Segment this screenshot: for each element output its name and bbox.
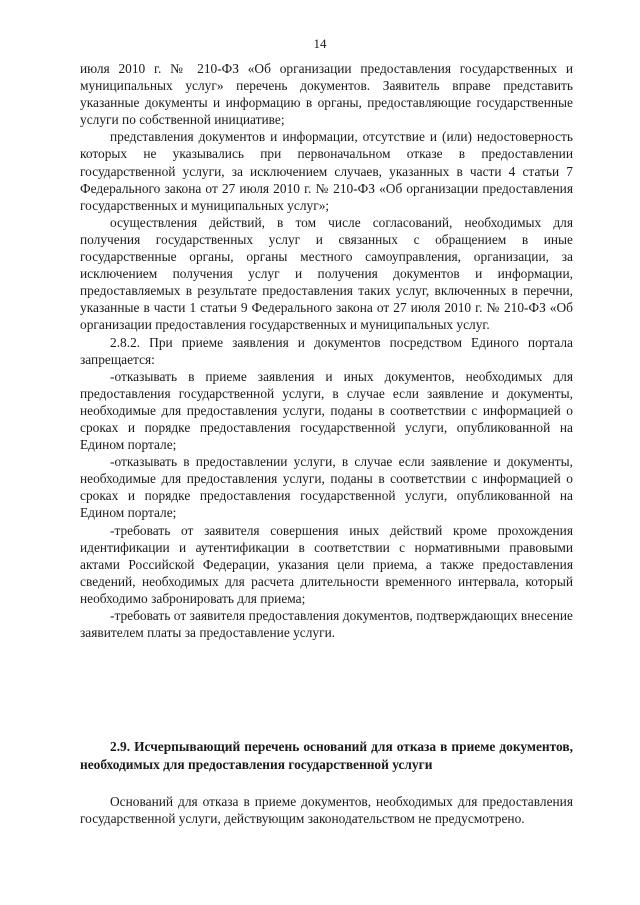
section-heading (80, 738, 573, 773)
page-number: 14 (313, 36, 327, 51)
paragraph: представления документов и информации, отсутствие и (или) недостоверность которых не указывались при первоначальном отказе в предоставлении государственной услуги, за исключением случаев, указанных в части 4 статьи 7 Федерального закона от 27 июля 2010 г. № 210-ФЗ «Об организации предоставления государственных и муниципальных услуг»; (80, 129, 573, 213)
paragraph: -требовать от заявителя предоставления документов, подтверждающих внесение заявителем платы за предоставление услуги. (80, 608, 573, 641)
document-body (80, 60, 573, 641)
section-paragraph: Оснований для отказа в приеме документов, необходимых для предоставления государственной услуги, действующим законодательством не предусмотрено. (80, 794, 573, 827)
section-body (80, 793, 573, 827)
paragraph: -требовать от заявителя совершения иных действий кроме прохождения идентификации и аутентификации в соответствии с нормативными правовыми актами Российской Федерации, указания цели приема, а также предоставления сведений, необходимых для расчета длительности временного интервала, который необходимо забронировать для приема; (80, 522, 573, 606)
paragraph-clause-2-8-2: 2.8.2. При приеме заявления и документов посредством Единого портала запрещается: (80, 334, 573, 367)
section-title: 2.9. Исчерпывающий перечень оснований для отказа в приеме документов, необходимых для предоставления государственной услуги (80, 739, 573, 772)
paragraph-continuation: июля 2010 г. № 210-ФЗ «Об организации предоставления государственных и муниципальных услуг» перечень документов. Заявитель вправе представить указанные документы и информацию в органы, предоставляющие государственные услуги по собственной инициативе; (80, 61, 573, 128)
paragraph: осуществления действий, в том числе согласований, необходимых для получения государственных услуг и связанных с обращением в иные государственные органы, органы местного самоуправления, организации, за исключением получения услуг и получения документов и информации, предоставляемых в результате предоставления таких услуг, включенных в перечни, указанные в части 1 статьи 9 Федерального закона от 27 июля 2010 г. № 210-ФЗ «Об организации предоставления государственных и муниципальных услуг. (80, 214, 573, 333)
paragraph: -отказывать в предоставлении услуги, в случае если заявление и документы, необходимые для предоставления услуги, поданы в соответствии с информацией о сроках и порядке предоставления государственной услуги, опубликованной на Едином портале; (80, 454, 573, 521)
paragraph: -отказывать в приеме заявления и иных документов, необходимых для предоставления государственной услуги, в случае если заявление и документы, необходимые для предоставления услуги, поданы в соответствии с информацией о сроках и порядке предоставления государственной услуги, опубликованной на Едином портале; (80, 368, 573, 453)
